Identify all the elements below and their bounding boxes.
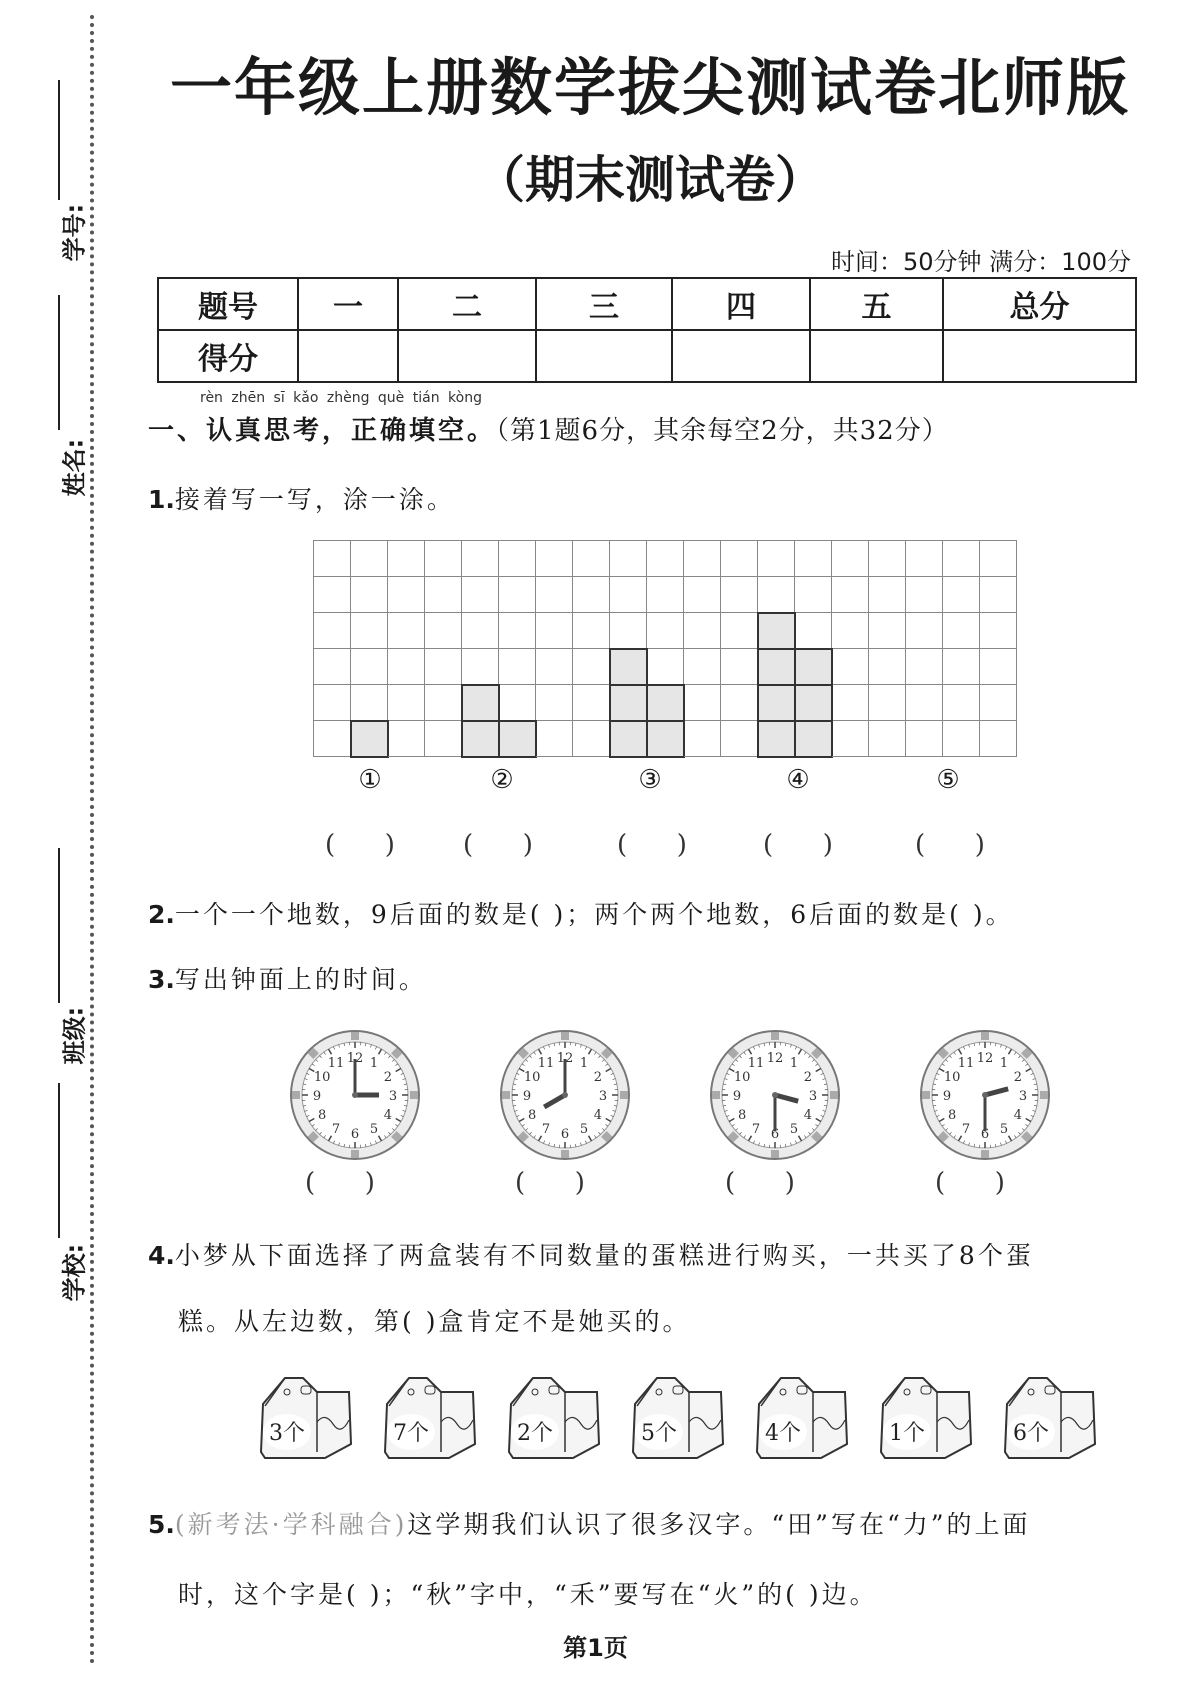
clock-4 bbox=[918, 1028, 1052, 1162]
grid-cell[interactable] bbox=[832, 649, 869, 685]
cake-box-icon bbox=[503, 1372, 605, 1462]
grid-cell[interactable] bbox=[795, 541, 832, 577]
grid-cell[interactable] bbox=[425, 577, 462, 613]
grid-cell[interactable] bbox=[721, 649, 758, 685]
grid-cell[interactable] bbox=[647, 649, 684, 685]
svg-text:3: 3 bbox=[808, 1089, 818, 1104]
svg-text:10: 10 bbox=[523, 1070, 541, 1085]
score-table bbox=[157, 277, 1137, 383]
question-4 bbox=[148, 1236, 1034, 1272]
grid-cell[interactable] bbox=[462, 577, 499, 613]
svg-text:6个: 6个 bbox=[1013, 1421, 1049, 1446]
grid-cell[interactable] bbox=[906, 649, 943, 685]
cake-box-icon bbox=[999, 1372, 1101, 1462]
cake-box bbox=[999, 1372, 1101, 1462]
grid-cell[interactable] bbox=[721, 541, 758, 577]
student-id-label: 学号: bbox=[60, 203, 89, 262]
grid-cell-filled[interactable] bbox=[351, 721, 388, 757]
svg-text:5: 5 bbox=[789, 1121, 799, 1137]
grid-cell[interactable] bbox=[832, 613, 869, 649]
grid-cell-filled[interactable] bbox=[610, 721, 647, 757]
name-field[interactable] bbox=[28, 295, 89, 497]
svg-text:5: 5 bbox=[369, 1121, 379, 1137]
section-note: （第1题6分，其余每空2分，共32分） bbox=[496, 416, 949, 446]
svg-text:4: 4 bbox=[593, 1108, 603, 1123]
svg-text:1: 1 bbox=[999, 1056, 1009, 1072]
grid-cell[interactable] bbox=[499, 613, 536, 649]
grid-cell[interactable] bbox=[832, 541, 869, 577]
grid-cell[interactable] bbox=[425, 613, 462, 649]
school-line[interactable] bbox=[58, 1083, 60, 1238]
svg-text:9: 9 bbox=[312, 1089, 322, 1104]
svg-text:2个: 2个 bbox=[517, 1421, 553, 1446]
grid-cell[interactable] bbox=[795, 613, 832, 649]
svg-text:12: 12 bbox=[976, 1051, 994, 1066]
grid-cell[interactable] bbox=[906, 685, 943, 721]
section-title: 一、认真思考，正确填空。 bbox=[148, 416, 497, 446]
question-number: 1. bbox=[148, 485, 175, 514]
grid-cell[interactable] bbox=[832, 577, 869, 613]
clock-face-icon bbox=[918, 1028, 1052, 1162]
grid-cell[interactable] bbox=[351, 685, 388, 721]
svg-text:8: 8 bbox=[527, 1108, 537, 1123]
section-heading bbox=[148, 410, 949, 447]
grid-cell[interactable] bbox=[684, 649, 721, 685]
svg-text:11: 11 bbox=[957, 1056, 975, 1072]
time-info: 时间：50分钟 满分：100分 bbox=[831, 248, 1131, 276]
grid-cell[interactable] bbox=[684, 685, 721, 721]
cake-box-icon bbox=[255, 1372, 357, 1462]
question-number: 3. bbox=[148, 965, 175, 994]
grid-cell[interactable] bbox=[388, 613, 425, 649]
grid-cell[interactable] bbox=[610, 613, 647, 649]
name-line[interactable] bbox=[58, 295, 60, 430]
cake-box bbox=[627, 1372, 729, 1462]
page-title: 一年级上册数学拔尖测试卷北师版 bbox=[169, 51, 1130, 124]
grid-cell[interactable] bbox=[425, 541, 462, 577]
svg-text:10: 10 bbox=[733, 1070, 751, 1085]
grid-cell[interactable] bbox=[462, 541, 499, 577]
svg-text:10: 10 bbox=[943, 1070, 961, 1085]
score-cell[interactable] bbox=[810, 330, 943, 382]
grid-cell[interactable] bbox=[832, 685, 869, 721]
cake-box-icon bbox=[875, 1372, 977, 1462]
school-field[interactable] bbox=[28, 1083, 89, 1302]
question-5-cont bbox=[178, 1575, 878, 1611]
cake-box-icon bbox=[751, 1372, 853, 1462]
header-cell: 四 bbox=[672, 278, 810, 330]
svg-text:4个: 4个 bbox=[765, 1421, 801, 1446]
clock-2 bbox=[498, 1028, 632, 1162]
name-label: 姓名: bbox=[60, 438, 89, 497]
grid-cell[interactable] bbox=[980, 613, 1017, 649]
grid-cell[interactable] bbox=[943, 541, 980, 577]
score-cell[interactable] bbox=[672, 330, 810, 382]
svg-text:1: 1 bbox=[789, 1056, 799, 1072]
grid-cell[interactable] bbox=[869, 613, 906, 649]
grid-cell[interactable] bbox=[351, 541, 388, 577]
grid-cell[interactable] bbox=[573, 685, 610, 721]
svg-text:4: 4 bbox=[383, 1108, 393, 1123]
svg-text:3: 3 bbox=[598, 1089, 608, 1104]
answer-blank-5[interactable]: ( ) bbox=[915, 830, 985, 860]
svg-text:6: 6 bbox=[980, 1127, 990, 1142]
grid-cell[interactable] bbox=[499, 541, 536, 577]
grid-cell-filled[interactable] bbox=[610, 685, 647, 721]
svg-text:12: 12 bbox=[766, 1051, 784, 1066]
answer-blank-1[interactable]: ( ) bbox=[325, 830, 395, 860]
score-table-score-row bbox=[158, 330, 1136, 382]
grid-cell-filled[interactable] bbox=[795, 721, 832, 757]
grid-cell[interactable] bbox=[536, 577, 573, 613]
grid-cell[interactable] bbox=[314, 721, 351, 757]
svg-text:1个: 1个 bbox=[889, 1421, 925, 1446]
question-text-line1: 小梦从下面选择了两盒装有不同数量的蛋糕进行购买，一共买了8个蛋 bbox=[174, 1241, 1034, 1270]
student-id-line[interactable] bbox=[58, 80, 60, 200]
svg-text:6: 6 bbox=[560, 1127, 570, 1142]
grid-cell[interactable] bbox=[314, 613, 351, 649]
grid-cell[interactable] bbox=[795, 577, 832, 613]
grid-cell[interactable] bbox=[499, 649, 536, 685]
question-4-cont bbox=[178, 1302, 690, 1338]
header-cell: 题号 bbox=[158, 278, 298, 330]
grid-cell[interactable] bbox=[536, 541, 573, 577]
svg-text:12: 12 bbox=[556, 1051, 574, 1066]
grid-cell[interactable] bbox=[906, 613, 943, 649]
answer-blank-3[interactable]: ( ) bbox=[617, 830, 687, 860]
svg-text:11: 11 bbox=[747, 1056, 765, 1072]
question-text: 接着写一写，涂一涂。 bbox=[174, 485, 455, 514]
grid-cell[interactable] bbox=[721, 577, 758, 613]
grid-cell-filled[interactable] bbox=[758, 685, 795, 721]
grid-cell[interactable] bbox=[943, 613, 980, 649]
grid-cell[interactable] bbox=[499, 577, 536, 613]
class-field[interactable] bbox=[28, 848, 89, 1065]
grid-cell[interactable] bbox=[758, 541, 795, 577]
clock-answer-2[interactable]: ( ) bbox=[515, 1168, 585, 1198]
grid-cell[interactable] bbox=[388, 649, 425, 685]
svg-text:7: 7 bbox=[961, 1121, 971, 1137]
grid-cell[interactable] bbox=[906, 721, 943, 757]
grid-cell[interactable] bbox=[684, 613, 721, 649]
grid-cell[interactable] bbox=[758, 577, 795, 613]
grid-cell[interactable] bbox=[647, 613, 684, 649]
svg-text:6: 6 bbox=[350, 1127, 360, 1142]
binding-dashed-line bbox=[90, 15, 94, 1665]
grid-cell[interactable] bbox=[610, 577, 647, 613]
svg-text:8: 8 bbox=[737, 1108, 747, 1123]
grid-cell[interactable] bbox=[573, 721, 610, 757]
question-text-line2[interactable]: 糕。从左边数，第( )盒肯定不是她买的。 bbox=[178, 1307, 691, 1336]
grid-cell[interactable] bbox=[869, 649, 906, 685]
svg-text:8: 8 bbox=[947, 1108, 957, 1123]
grid-cell[interactable] bbox=[943, 649, 980, 685]
svg-text:8: 8 bbox=[317, 1108, 327, 1123]
cake-box bbox=[875, 1372, 977, 1462]
grid-cell[interactable] bbox=[906, 541, 943, 577]
grid-cell-filled[interactable] bbox=[758, 649, 795, 685]
svg-text:2: 2 bbox=[593, 1070, 603, 1085]
score-row-label: 得分 bbox=[158, 330, 298, 382]
grid-cell-filled[interactable] bbox=[610, 649, 647, 685]
grid-cell[interactable] bbox=[462, 649, 499, 685]
clock-face-icon bbox=[288, 1028, 422, 1162]
grid-cell-filled[interactable] bbox=[758, 721, 795, 757]
grid-cell-filled[interactable] bbox=[647, 685, 684, 721]
grid-cell[interactable] bbox=[388, 577, 425, 613]
pattern-label-3: ③ bbox=[638, 765, 662, 795]
grid-cell[interactable] bbox=[721, 721, 758, 757]
grid-cell-filled[interactable] bbox=[647, 721, 684, 757]
header-cell: 总分 bbox=[943, 278, 1136, 330]
student-id-field[interactable] bbox=[28, 80, 89, 262]
grid-cell[interactable] bbox=[684, 577, 721, 613]
grid-cell-filled[interactable] bbox=[462, 685, 499, 721]
svg-text:5: 5 bbox=[999, 1121, 1009, 1137]
question-2 bbox=[148, 895, 1014, 931]
clock-face-icon bbox=[708, 1028, 842, 1162]
page-subtitle: （期末测试卷） bbox=[475, 151, 825, 209]
svg-text:12: 12 bbox=[346, 1051, 364, 1066]
cake-box bbox=[255, 1372, 357, 1462]
question-text-line1: 这学期我们认识了很多汉字。“田”写在“力”的上面 bbox=[407, 1510, 1031, 1539]
svg-text:3个: 3个 bbox=[269, 1421, 305, 1446]
header-cell: 五 bbox=[810, 278, 943, 330]
page-number: 第1页 bbox=[563, 1634, 628, 1662]
grid-cell[interactable] bbox=[314, 649, 351, 685]
class-line[interactable] bbox=[58, 848, 60, 1003]
grid-cell[interactable] bbox=[647, 577, 684, 613]
svg-text:1: 1 bbox=[369, 1056, 379, 1072]
cake-box bbox=[503, 1372, 605, 1462]
question-tag: (新考法·学科融合) bbox=[174, 1510, 408, 1539]
pattern-label-4: ④ bbox=[786, 765, 810, 795]
cake-boxes bbox=[255, 1372, 1101, 1462]
grid-cell[interactable] bbox=[869, 541, 906, 577]
score-table-header-row bbox=[158, 278, 1136, 330]
grid-cell-filled[interactable] bbox=[499, 721, 536, 757]
grid-cell[interactable] bbox=[351, 613, 388, 649]
grid-cell-filled[interactable] bbox=[758, 613, 795, 649]
score-cell[interactable] bbox=[298, 330, 398, 382]
pattern-label-5: ⑤ bbox=[936, 765, 960, 795]
grid-cell[interactable] bbox=[869, 577, 906, 613]
grid-cell[interactable] bbox=[573, 541, 610, 577]
grid-cell[interactable] bbox=[943, 577, 980, 613]
svg-text:4: 4 bbox=[1013, 1108, 1023, 1123]
grid-cell[interactable] bbox=[314, 685, 351, 721]
grid-cell[interactable] bbox=[721, 685, 758, 721]
grid-cell[interactable] bbox=[425, 685, 462, 721]
grid-cell-filled[interactable] bbox=[462, 721, 499, 757]
grid-cell[interactable] bbox=[536, 721, 573, 757]
svg-text:11: 11 bbox=[327, 1056, 345, 1072]
grid-cell[interactable] bbox=[536, 613, 573, 649]
answer-blank-4[interactable]: ( ) bbox=[763, 830, 833, 860]
section-pinyin: rèn zhēn sī kǎo zhèng què tián kòng bbox=[200, 390, 482, 406]
grid-cell[interactable] bbox=[388, 685, 425, 721]
grid-cell[interactable] bbox=[980, 577, 1017, 613]
score-cell[interactable] bbox=[536, 330, 672, 382]
school-label: 学校: bbox=[60, 1243, 89, 1302]
grid-cell[interactable] bbox=[869, 685, 906, 721]
cake-box bbox=[751, 1372, 853, 1462]
grid-cell[interactable] bbox=[832, 721, 869, 757]
question-3 bbox=[148, 960, 427, 996]
drawing-grid[interactable] bbox=[313, 540, 1017, 757]
question-5 bbox=[148, 1505, 1031, 1541]
question-text[interactable]: 一个一个地数，9后面的数是( )；两个两个地数，6后面的数是( )。 bbox=[174, 900, 1014, 929]
question-text: 写出钟面上的时间。 bbox=[174, 965, 427, 994]
svg-text:5: 5 bbox=[579, 1121, 589, 1137]
grid-cell[interactable] bbox=[388, 721, 425, 757]
answer-blank-2[interactable]: ( ) bbox=[463, 830, 533, 860]
svg-text:3: 3 bbox=[388, 1089, 398, 1104]
grid-cell[interactable] bbox=[536, 685, 573, 721]
clock-face-icon bbox=[498, 1028, 632, 1162]
svg-text:9: 9 bbox=[732, 1089, 742, 1104]
clock-answer-1[interactable]: ( ) bbox=[305, 1168, 375, 1198]
svg-text:10: 10 bbox=[313, 1070, 331, 1085]
svg-text:7: 7 bbox=[751, 1121, 761, 1137]
grid-cell[interactable] bbox=[869, 721, 906, 757]
grid-cell[interactable] bbox=[425, 649, 462, 685]
cake-box-icon bbox=[627, 1372, 729, 1462]
cake-box bbox=[379, 1372, 481, 1462]
clock-1 bbox=[288, 1028, 422, 1162]
svg-text:4: 4 bbox=[803, 1108, 813, 1123]
grid-cell[interactable] bbox=[573, 649, 610, 685]
class-label: 班级: bbox=[60, 1006, 89, 1065]
grid-cell[interactable] bbox=[906, 577, 943, 613]
svg-text:5个: 5个 bbox=[641, 1421, 677, 1446]
grid-cell[interactable] bbox=[647, 541, 684, 577]
svg-text:9: 9 bbox=[942, 1089, 952, 1104]
svg-text:11: 11 bbox=[537, 1056, 555, 1072]
grid-cell[interactable] bbox=[351, 649, 388, 685]
question-number: 5. bbox=[148, 1510, 175, 1539]
grid-cell[interactable] bbox=[351, 577, 388, 613]
pattern-label-1: ① bbox=[358, 765, 382, 795]
clock-3 bbox=[708, 1028, 842, 1162]
grid-cell[interactable] bbox=[573, 613, 610, 649]
grid-cell[interactable] bbox=[499, 685, 536, 721]
grid-cell[interactable] bbox=[980, 541, 1017, 577]
question-number: 4. bbox=[148, 1241, 175, 1270]
grid-cell[interactable] bbox=[943, 721, 980, 757]
grid-cell[interactable] bbox=[536, 649, 573, 685]
grid-cell[interactable] bbox=[684, 541, 721, 577]
grid-cell[interactable] bbox=[610, 541, 647, 577]
clock-answer-3[interactable]: ( ) bbox=[725, 1168, 795, 1198]
cake-box-icon bbox=[379, 1372, 481, 1462]
svg-text:6: 6 bbox=[770, 1127, 780, 1142]
grid-cell[interactable] bbox=[314, 541, 351, 577]
clock-answer-4[interactable]: ( ) bbox=[935, 1168, 1005, 1198]
svg-text:1: 1 bbox=[579, 1056, 589, 1072]
pattern-label-2: ② bbox=[490, 765, 514, 795]
grid-cell[interactable] bbox=[980, 685, 1017, 721]
svg-text:9: 9 bbox=[522, 1089, 532, 1104]
grid-cell-filled[interactable] bbox=[795, 649, 832, 685]
svg-text:7: 7 bbox=[541, 1121, 551, 1137]
header-cell: 三 bbox=[536, 278, 672, 330]
svg-text:3: 3 bbox=[1018, 1089, 1028, 1104]
grid-cell[interactable] bbox=[573, 577, 610, 613]
svg-text:2: 2 bbox=[803, 1070, 813, 1085]
score-cell[interactable] bbox=[943, 330, 1136, 382]
svg-text:7: 7 bbox=[331, 1121, 341, 1137]
question-number: 2. bbox=[148, 900, 175, 929]
svg-text:2: 2 bbox=[383, 1070, 393, 1085]
grid-cell[interactable] bbox=[425, 721, 462, 757]
score-cell[interactable] bbox=[398, 330, 536, 382]
question-text-line2[interactable]: 时，这个字是( )；“秋”字中，“禾”要写在“火”的( )边。 bbox=[178, 1580, 878, 1609]
grid-cell[interactable] bbox=[721, 613, 758, 649]
header-cell: 二 bbox=[398, 278, 536, 330]
grid-cell[interactable] bbox=[980, 721, 1017, 757]
header-cell: 一 bbox=[298, 278, 398, 330]
grid-cell[interactable] bbox=[684, 721, 721, 757]
svg-text:7个: 7个 bbox=[393, 1421, 429, 1446]
grid-cell[interactable] bbox=[462, 613, 499, 649]
grid-cell[interactable] bbox=[980, 649, 1017, 685]
grid-cell[interactable] bbox=[943, 685, 980, 721]
question-1 bbox=[148, 480, 455, 516]
grid-cell-filled[interactable] bbox=[795, 685, 832, 721]
grid-cell[interactable] bbox=[388, 541, 425, 577]
grid-cell[interactable] bbox=[314, 577, 351, 613]
svg-text:2: 2 bbox=[1013, 1070, 1023, 1085]
